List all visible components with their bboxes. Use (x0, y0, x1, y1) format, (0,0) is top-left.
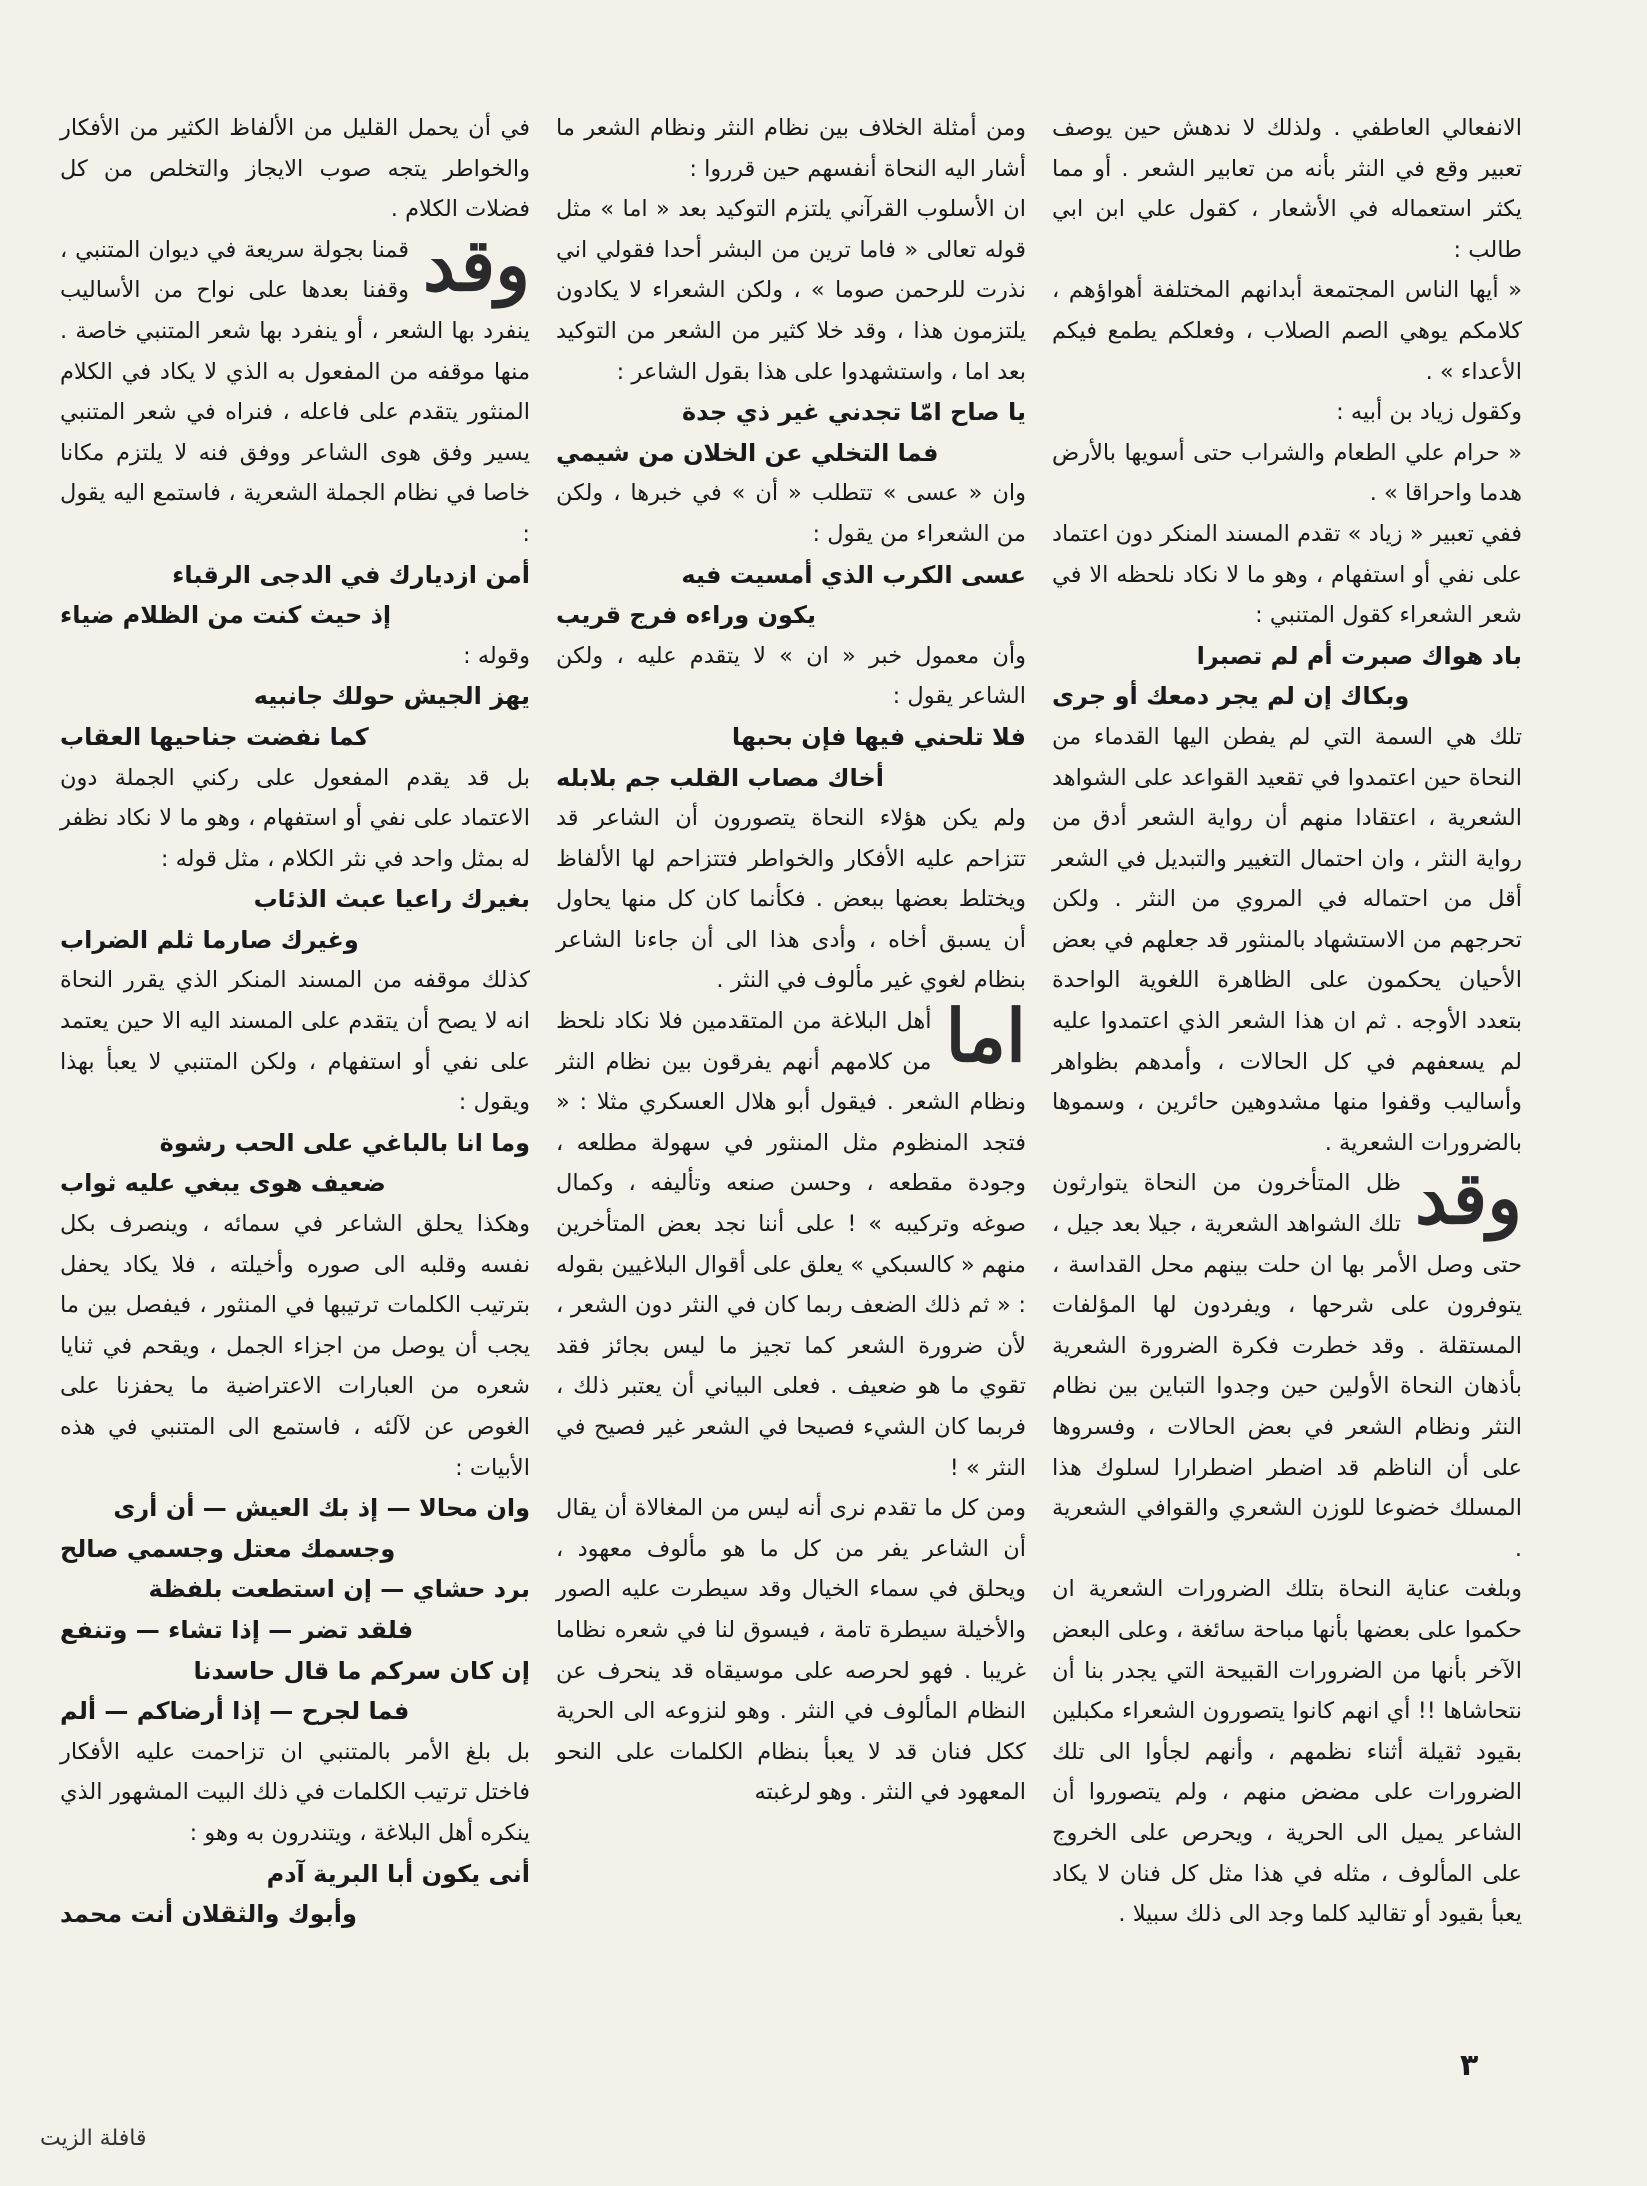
verse-line: وأبوك والثقلان أنت محمد (60, 1900, 357, 1929)
paragraph: كذلك موقفه من المسند المنكر الذي يقرر النحاة انه لا يصح أن يتقدم على المسند اليه الا حين يعتمد على نفي أو استفهام ، ولكن المتنبي لا يعبأ بهذا ويقول : (60, 967, 530, 1116)
verse-line: أنى يكون أبا البرية آدم (266, 1859, 530, 1888)
verse-line: بغيرك راعيا عبث الذئاب (253, 885, 530, 914)
verse-line: فلقد تضر — إذا تشاء — وتنفع (60, 1615, 414, 1644)
verse-line: عسى الكرب الذي أمسيت فيه (681, 560, 1026, 589)
paragraph: تلك هي السمة التي لم يفطن اليها القدماء من النحاة حين اعتمدوا في تقعيد القواعد على الشواهد الشعرية ، اعتقادا منهم أن رواية الشعر أدق من رواية النثر ، وان احتمال التغيير والتبديل في الشعر أقل من احتماله في المروي من النثر . ولكن تحرجهم من الاستشهاد بالمنثور قد جعلهم في بعض الأحيان يحكمون على الظاهرة اللغوية الواحدة بتعدد الأوجه . ثم ان هذا الشعر الذي اعتمدوا عليه لم يسعفهم في كل الحالات ، وأمدهم بظواهر وأساليب وقفوا منها مشدوهين حائرين ، وسموها بالضرورات الشعرية . (1052, 723, 1522, 1156)
paragraph: وان « عسى » تتطلب « أن » في خبرها ، ولكن من الشعراء من يقول : (556, 480, 1026, 547)
verse-line: وبكاك إن لم يجر دمعك أو جرى (1052, 682, 1410, 711)
quote: « أيها الناس المجتمعة أبدانهم المختلفة أهواؤهم ، كلامكم يوهي الصم الصلاب ، وفعلكم يطمع فيكم الأعداء » . (1052, 277, 1522, 385)
column-middle (556, 108, 1026, 1813)
verse-line: يكون وراءه فرج قريب (556, 601, 816, 630)
drop-cap: وقد (1415, 1155, 1522, 1241)
page-number: ٣ (1460, 2048, 1479, 2083)
paragraph: ان الأسلوب القرآني يلتزم التوكيد بعد « اما » مثل قوله تعالى « فاما ترين من البشر أحدا فقولي اني نذرت للرحمن صوما » ، ولكن الشعراء لا يكادون يلتزمون هذا ، وقد خلا كثير من الشعر من التوكيد بعد اما ، واستشهدوا على هذا بقول الشاعر : (556, 196, 1026, 385)
verse-line: ضعيف هوى يبغي عليه ثواب (60, 1169, 386, 1198)
column-left (60, 108, 530, 1935)
verse-line: فلا تلحني فيها فإن بحبها (731, 722, 1026, 751)
paragraph: بل قد يقدم المفعول على ركني الجملة دون الاعتماد على نفي أو استفهام ، وهو ما لا نكاد نظفر له بمثل واحد في نثر الكلام ، مثل قوله : (60, 764, 530, 872)
verse-line: وجسمك معتل وجسمي صالح (60, 1534, 396, 1563)
paragraph (1052, 1155, 1522, 1569)
verse-line: وان محالا — إذ بك العيش — أن أرى (113, 1494, 530, 1523)
verse-line: إذ حيث كنت من الظلام ضياء (60, 601, 392, 630)
verse-line: إن كان سركم ما قال حاسدنا (193, 1656, 530, 1685)
paragraph: ومن أمثلة الخلاف بين نظام النثر ونظام الشعر ما أشار اليه النحاة أنفسهم حين قرروا : (556, 115, 1026, 182)
verse-line: فما لجرح — إذا أرضاكم — ألم (60, 1697, 410, 1726)
paragraph: وقوله : (463, 642, 530, 669)
paragraph-text: أهل البلاغة من المتقدمين فلا نكاد نلحظ من كلامهم أنهم يفرقون بين نظام النثر ونظام الشعر . فيقول أبو هلال العسكري مثلا : « فتجد المنظوم مثل المنثور في سهولة مطلعه ، وجودة مقطعه ، وحسن صنعه وتأليفه ، وكمال صوغه وتركيبه » ! على أننا نجد بعض المتأخرين منهم « كالسبكي » يعلق على أقوال البلاغيين بقوله : « ثم ذلك الضعف ربما كان في النثر دون الشعر ، لأن ضرورة الشعر كما تجيز ما ليس بجائز فقد تقوي ما هو ضعيف . فعلى البياني أن يعتبر ذلك ، فربما كان الشيء فصيحا في الشعر غير فصيح في النثر » ! (556, 1008, 1026, 1481)
paragraph (556, 993, 1026, 1488)
paragraph (60, 221, 530, 555)
paragraph-text: قمنا بجولة سريعة في ديوان المتنبي ، وقفنا بعدها على نواح من الأساليب ينفرد بها الشعر ، أو ينفرد بها شعر المتنبي خاصة . منها موقفه من المفعول به الذي لا يكاد في الكلام المنثور يتقدم على فاعله ، فنراه في شعر المتنبي يسير وفق هوى الشاعر ووفق فنه لا يلتزم مكانا خاصا في نظام الجملة الشعرية ، فاستمع اليه يقول : (60, 236, 530, 547)
drop-cap: وقد (423, 221, 530, 307)
verse-line: وما انا بالباغي على الحب رشوة (159, 1128, 530, 1157)
paragraph: ففي تعبير « زياد » تقدم المسند المنكر دون اعتماد على نفي أو استفهام ، وهو ما لا نكاد نلحظه الا في شعر الشعراء كقول المتنبي : (1052, 520, 1522, 629)
verse-line: وغيرك صارما ثلم الضراب (60, 925, 359, 954)
verse-line: باد هواك صبرت أم لم تصبرا (1196, 641, 1522, 670)
paragraph: وبلغت عناية النحاة بتلك الضرورات الشعرية ان حكموا على بعضها بأنها مباحة سائغة ، وعلى البعض الآخر بأنها من الضرورات القبيحة التي يجدر بنا أن نتحاشاها !! أي انهم كانوا يتصورون الشعراء مكبلين بقيود ثقيلة أثناء نظمهم ، وأنهم لجأوا الى تلك الضرورات على مضض منهم ، ولم يتصوروا أن الشاعر يميل الى الحرية ، ويحرص على الخروج على المألوف ، مثله في هذا مثل كل فنان لا يكاد يعبأ بقيود أو تقاليد كلما وجد الى ذلك سبيلا . (1052, 1576, 1522, 1928)
quote: « حرام علي الطعام والشراب حتى أسويها بالأرض هدما واحراقا » . (1052, 439, 1522, 507)
verse-line: أخاك مصاب القلب جم بلابله (556, 763, 885, 792)
magazine-name: قافلة الزيت (40, 2126, 147, 2151)
verse-line: كما نفضت جناحيها العقاب (60, 722, 369, 751)
paragraph: وأن معمول خبر « ان » لا يتقدم عليه ، ولكن الشاعر يقول : (556, 642, 1026, 710)
verse-line: يا صاح امّا تجدني غير ذي جدة (682, 398, 1026, 427)
paragraph: ومن كل ما تقدم نرى أنه ليس من المغالاة أن يقال أن الشاعر يفر من كل ما هو مألوف معهود ، ويحلق في سماء الخيال وقد سيطرت عليه الصور والأخيلة سيطرة تامة ، فيسوق لنا في شعره نظاما غريبا . فهو لحرصه على موسيقاه قد ينحرف عن النظام المألوف في النثر . وهو لنزوعه الى الحرية ككل فنان قد لا يعبأ بنظام الكلمات على النحو المعهود في النثر . وهو لرغبته (556, 1495, 1026, 1806)
paragraph: وهكذا يحلق الشاعر في سمائه ، وينصرف بكل نفسه وقلبه الى صوره وأخيلته ، فلا يكاد يحفل بترتيب الكلمات ترتيبها في المنثور ، فيفصل بين ما يجب أن يوصل من اجزاء الجمل ، ويقحم في ثنايا شعره من العبارات الاعتراضية ما يحفزنا على الغوص عن لآلئه ، فاستمع الى المتنبي في هذه الأبيات : (60, 1211, 530, 1481)
paragraph: وكقول زياد بن أبيه : (1336, 399, 1522, 426)
paragraph: الانفعالي العاطفي . ولذلك لا ندهش حين يوصف تعبير وقع في النثر بأنه من تعابير الشعر . أو مما يكثر استعماله في الأشعار ، كقول علي ابن ابي طالب : (1052, 115, 1522, 263)
verse-line: يهز الجيش حولك جانبيه (253, 682, 530, 711)
column-right (1052, 108, 1522, 1935)
paragraph: ولم يكن هؤلاء النحاة يتصورون أن الشاعر قد تتزاحم عليه الأفكار والخواطر فتتزاحم لها الألفاظ ويختلط بعضها ببعض . فكأنما كان كل منها يحاول أن يسبق أخاه ، وأدى هذا الى أن جاءنا الشاعر بنظام لغوي غير مألوف في النثر . (556, 805, 1026, 994)
drop-cap: اما (945, 993, 1026, 1079)
verse-line: أمن ازديارك في الدجى الرقباء (172, 560, 530, 589)
verse-line: برد حشاي — إن استطعت بلفظة (148, 1575, 530, 1604)
verse-line: فما التخلي عن الخلان من شيمي (556, 438, 939, 467)
paragraph-text: ظل المتأخرون من النحاة يتوارثون تلك الشواهد الشعرية ، جيلا بعد جيل ، حتى وصل الأمر بها ان حلت بينهم محل القداسة ، يتوفرون على شرحها ، ويفردون لها المؤلفات المستقلة . وقد خطرت فكرة الضرورة الشعرية بأذهان النحاة الأولين حين وجدوا التباين بين نظام النثر ونظام الشعر في بعض الحالات ، وفسروها على أن الناظم قد اضطر اضطرارا لسلوك هذا المسلك خضوعا للوزن الشعري والقوافي الشعرية . (1052, 1170, 1522, 1562)
paragraph: في أن يحمل القليل من الألفاظ الكثير من الأفكار والخواطر يتجه صوب الايجاز والتخلص من كل فضلات الكلام . (60, 115, 530, 223)
paragraph: بل بلغ الأمر بالمتنبي ان تزاحمت عليه الأفكار فاختل ترتيب الكلمات في ذلك البيت المشهور الذي ينكره أهل البلاغة ، ويتندرون به وهو : (60, 1738, 530, 1846)
